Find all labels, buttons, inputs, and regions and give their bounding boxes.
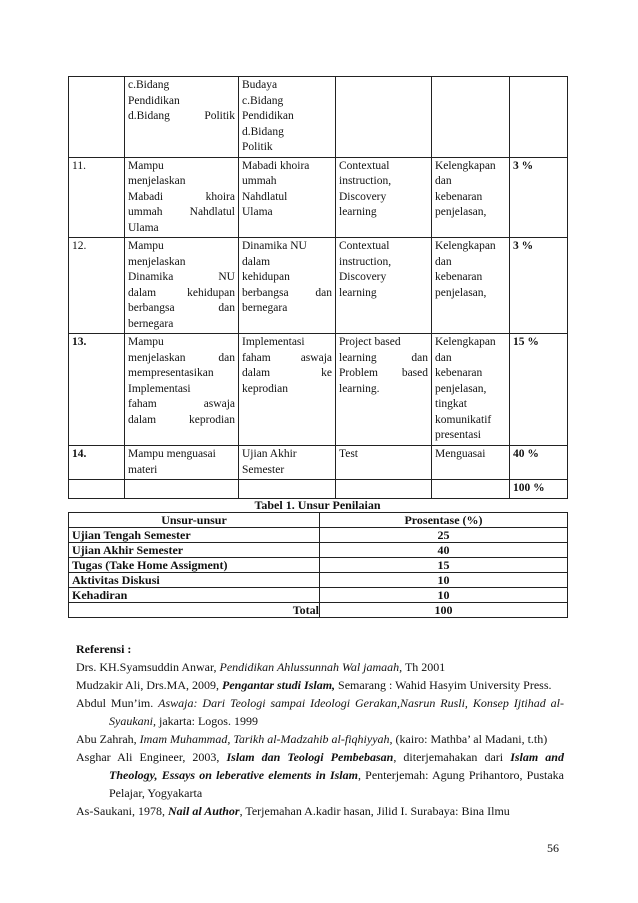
cell-line: [128, 109, 235, 125]
cell-line: Budaya: [242, 79, 278, 91]
cell-number: [69, 480, 125, 499]
cell-line: menjelaskan: [128, 175, 186, 187]
cell-line: [128, 286, 235, 302]
cell-material: [239, 238, 336, 334]
total-value: 100: [320, 603, 568, 618]
cell-material: [239, 157, 336, 238]
cell-line: Kelengkapan: [435, 240, 496, 252]
cell-line: Mampu: [128, 336, 164, 348]
row-label: Tugas (Take Home Assigment): [69, 558, 320, 573]
cell-line: d.Bidang: [242, 125, 284, 138]
cell-line: penjelasan,: [435, 286, 487, 299]
cell-line: learning.: [339, 382, 380, 395]
cell-criteria: [432, 157, 510, 238]
cell-line: learning: [339, 286, 377, 299]
cell-line: [242, 286, 332, 302]
cell-line: [128, 270, 235, 286]
cell-line: tingkat: [435, 398, 467, 410]
cell-word: ke: [321, 367, 332, 379]
row-label: Kehadiran: [69, 588, 320, 603]
reference-entry: Abdul Mun’im. Aswaja: Dari Teologi sampai Ideologi Gerakan,Nasrun Rusli, Konsep Ijtihad al-Syaukani, jakarta: Logos. 1999: [76, 696, 564, 728]
cell-line: Kelengkapan: [435, 336, 496, 348]
cell-line: Politik: [242, 141, 273, 153]
table-row: [69, 77, 568, 158]
cell-weight: 3 %: [510, 238, 568, 334]
total-label: Total: [69, 603, 320, 618]
cell-method: [336, 157, 432, 238]
cell-line: Mabadi khoira: [242, 159, 310, 172]
cell-line: [128, 205, 235, 221]
cell-weight: 15 %: [510, 334, 568, 446]
cell-line: [128, 351, 235, 367]
cell-weight: 100 %: [510, 480, 568, 499]
assessment-table: [68, 512, 568, 618]
table-row: [69, 528, 568, 543]
reference-entry: Drs. KH.Syamsuddin Anwar, Pendidikan Ahlussunnah Wal jamaah, Th 2001: [76, 660, 446, 674]
cell-line: penjelasan,: [435, 206, 487, 218]
cell-word: Mabadi: [128, 190, 164, 203]
cell-line: Contextual: [339, 159, 390, 172]
cell-word: berbangsa: [242, 286, 289, 299]
cell-weight: 3 %: [510, 157, 568, 238]
cell-word: keprodian: [189, 413, 235, 426]
cell-line: Mampu: [128, 240, 164, 252]
cell-line: penjelasan,: [435, 382, 487, 395]
cell-material: [239, 480, 336, 499]
cell-number: 12.: [69, 238, 125, 334]
cell-line: [128, 397, 235, 413]
cell-line: [128, 190, 235, 206]
cell-line: [242, 366, 332, 382]
cell-weight: [510, 77, 568, 158]
table-row: [69, 558, 568, 573]
cell-line: presentasi: [435, 429, 481, 441]
cell-line: c.Bidang: [242, 94, 284, 107]
reference-entry: Abu Zahrah, Imam Muhammad, Tarikh al-Madzahib al-fiqhiyyah, (kairo: Mathba’ al Madani, t.th): [76, 732, 548, 746]
cell-criteria: [432, 446, 510, 480]
table-row: [69, 446, 568, 480]
cell-line: komunikatif: [435, 413, 492, 426]
cell-indicator: [125, 157, 239, 238]
cell-line: dan: [435, 175, 452, 187]
table-row: [69, 157, 568, 238]
cell-line: [242, 351, 332, 367]
cell-line: keprodian: [242, 382, 288, 395]
cell-number: 14.: [69, 446, 125, 480]
cell-number: 13.: [69, 334, 125, 446]
cell-word: ummah: [128, 206, 163, 218]
row-label: Ujian Tengah Semester: [69, 528, 320, 543]
cell-word: learning: [339, 351, 377, 364]
cell-line: c.Bidang: [128, 79, 170, 91]
cell-material: [239, 77, 336, 158]
cell-line: Ulama: [242, 206, 273, 218]
cell-line: [128, 301, 235, 317]
cell-line: Ujian Akhir: [242, 448, 297, 460]
assessment-header-row: [69, 513, 568, 528]
cell-word: dan: [411, 351, 428, 364]
cell-word: dalam: [242, 367, 271, 379]
total-row: [69, 603, 568, 618]
cell-line: Contextual: [339, 240, 390, 252]
cell-line: menjelaskan: [128, 255, 186, 268]
cell-line: Kelengkapan: [435, 159, 496, 172]
cell-line: Discovery: [339, 190, 387, 203]
lesson-plan-table: [68, 76, 568, 499]
cell-line: dan: [435, 255, 452, 268]
cell-word: NU: [218, 271, 235, 283]
cell-line: dan: [435, 351, 452, 364]
cell-word: dalam: [128, 286, 157, 299]
table-row: [69, 480, 568, 499]
table-caption: Tabel 1. Unsur Penilaian: [254, 498, 381, 512]
row-label: Ujian Akhir Semester: [69, 543, 320, 558]
cell-word: berbangsa: [128, 302, 175, 314]
cell-word: faham: [242, 351, 271, 364]
table-row: [69, 238, 568, 334]
cell-line: Dinamika NU: [242, 240, 307, 252]
table-row: [69, 573, 568, 588]
cell-word: aswaja: [203, 398, 235, 410]
cell-line: Nahdlatul: [242, 190, 288, 203]
table-row: [69, 543, 568, 558]
cell-word: kehidupan: [187, 286, 235, 299]
row-label: Aktivitas Diskusi: [69, 573, 320, 588]
row-value: 40: [320, 543, 568, 558]
cell-line: bernegara: [128, 317, 174, 330]
cell-line: kebenaran: [435, 367, 483, 379]
cell-indicator: [125, 334, 239, 446]
row-value: 15: [320, 558, 568, 573]
cell-weight: 40 %: [510, 446, 568, 480]
table-row: [69, 334, 568, 446]
cell-word: aswaja: [300, 351, 332, 364]
cell-line: [339, 351, 428, 367]
cell-criteria: [432, 238, 510, 334]
cell-line: Test: [339, 448, 358, 460]
cell-word: dan: [218, 351, 235, 364]
cell-line: Pendidikan: [242, 110, 294, 122]
cell-word: Politik: [204, 110, 235, 122]
cell-criteria: [432, 334, 510, 446]
cell-line: mempresentasikan: [128, 367, 214, 379]
cell-line: ummah: [242, 175, 277, 187]
cell-line: Menguasai: [435, 448, 486, 460]
cell-word: d.Bidang: [128, 110, 170, 122]
cell-criteria: [432, 480, 510, 499]
cell-line: kebenaran: [435, 190, 483, 203]
cell-line: [339, 366, 428, 382]
cell-word: khoira: [205, 190, 235, 203]
cell-line: bernegara: [242, 302, 288, 314]
cell-word: dan: [218, 302, 235, 314]
cell-line: kehidupan: [242, 271, 290, 283]
row-value: 25: [320, 528, 568, 543]
cell-indicator: [125, 480, 239, 499]
reference-entry: As-Saukani, 1978, Nail al Author, Terjemahan A.kadir hasan, Jilid I. Surabaya: Bina Ilmu: [76, 804, 510, 818]
page-number: 56: [547, 841, 559, 855]
cell-line: instruction,: [339, 255, 392, 268]
cell-line: Implementasi: [242, 336, 305, 348]
references-heading: Referensi :: [76, 642, 132, 656]
cell-method: [336, 77, 432, 158]
cell-line: materi: [128, 463, 158, 476]
cell-word: dan: [315, 286, 332, 299]
cell-method: [336, 480, 432, 499]
cell-word: dalam: [128, 413, 157, 426]
cell-method: [336, 334, 432, 446]
header-unsur: Unsur-unsur: [69, 513, 320, 528]
reference-entry: Mudzakir Ali, Drs.MA, 2009, Pengantar studi Islam, Semarang : Wahid Hasyim University Press.: [76, 678, 552, 692]
cell-number: 11.: [69, 157, 125, 238]
cell-criteria: [432, 77, 510, 158]
cell-line: Mampu: [128, 159, 164, 172]
cell-word: menjelaskan: [128, 351, 186, 364]
references-section: [76, 640, 564, 820]
table-row: [69, 588, 568, 603]
cell-line: dalam: [242, 255, 271, 268]
cell-material: [239, 446, 336, 480]
cell-number: [69, 77, 125, 158]
cell-line: Implementasi: [128, 382, 191, 395]
cell-word: Dinamika: [128, 271, 174, 283]
cell-indicator: [125, 446, 239, 480]
cell-line: [128, 413, 235, 429]
cell-word: based: [401, 367, 428, 379]
cell-line: Pendidikan: [128, 94, 180, 107]
cell-line: Project based: [339, 336, 401, 348]
header-prosentase: Prosentase (%): [320, 513, 568, 528]
cell-line: learning: [339, 206, 377, 218]
cell-word: Problem: [339, 367, 378, 379]
cell-line: Mampu menguasai: [128, 448, 216, 460]
cell-line: Ulama: [128, 221, 159, 234]
cell-indicator: [125, 238, 239, 334]
cell-method: [336, 446, 432, 480]
cell-material: [239, 334, 336, 446]
cell-indicator: [125, 77, 239, 158]
cell-line: instruction,: [339, 175, 392, 187]
cell-word: faham: [128, 398, 157, 410]
cell-line: Discovery: [339, 271, 387, 283]
cell-word: Nahdlatul: [189, 206, 235, 218]
cell-line: kebenaran: [435, 271, 483, 283]
reference-entry: Asghar Ali Engineer, 2003, Islam dan Teologi Pembebasan, diterjemahakan dari Islam and Theology, Essays on leberative elements in Islam, Penterjemah: Agung Prihantoro, Pustaka Pelajar, Yogyakarta: [76, 750, 564, 800]
row-value: 10: [320, 573, 568, 588]
row-value: 10: [320, 588, 568, 603]
cell-line: Semester: [242, 463, 285, 476]
cell-method: [336, 238, 432, 334]
